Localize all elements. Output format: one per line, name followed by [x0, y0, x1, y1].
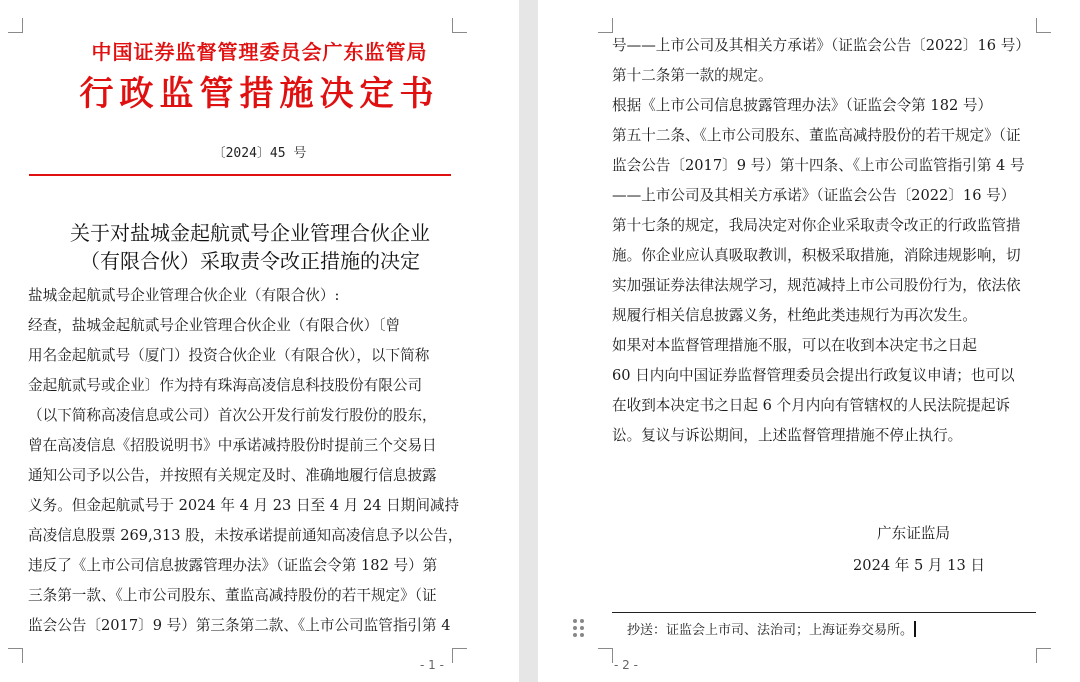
body-text-line: 曾在高凌信息《招股说明书》中承诺减持股份时提前三个交易日: [28, 437, 437, 454]
page-corner-mark: [8, 18, 23, 33]
drag-handle-icon[interactable]: [573, 619, 585, 637]
body-text-line: 实加强证券法律法规学习，规范减持上市公司股份行为，依法依: [612, 277, 1021, 294]
document-type-heading: 行政监管措施决定书: [79, 74, 440, 114]
red-divider-line: [29, 174, 451, 176]
body-text-line: 监会公告〔2017〕9 号）第三条第二款、《上市公司监管指引第 4: [28, 617, 451, 634]
body-text-line: 用名金起航贰号（厦门）投资合伙企业（有限合伙），以下简称: [28, 347, 430, 364]
signature-issuer: 广东证监局: [877, 525, 950, 542]
body-text-line: （以下简称高凌信息或公司）首次公开发行前发行股份的股东，: [28, 407, 437, 424]
page-gap: [519, 0, 538, 682]
document-page-1: [0, 0, 519, 682]
page-number: - 2 -: [614, 658, 638, 672]
body-text-line: 如果对本监督管理措施不服，可以在收到本决定书之日起: [612, 337, 977, 354]
body-text-line: 金起航贰号或企业〕作为持有珠海高凌信息科技股份有限公司: [28, 377, 423, 394]
issuing-agency: 中国证券监督管理委员会广东监管局: [91, 40, 428, 64]
body-text-line: 号——上市公司及其相关方承诺》（证监会公告〔2022〕16 号）: [612, 37, 1030, 54]
document-number: 〔2024〕45 号: [212, 146, 307, 161]
body-text-line: 第五十二条、《上市公司股东、董监高减持股份的若干规定》（证: [612, 127, 1021, 144]
decision-title-line-2: （有限合伙）采取责令改正措施的决定: [80, 249, 420, 273]
body-text-line: 施。你企业应认真吸取教训，积极采取措施，消除违规影响，切: [612, 247, 1021, 264]
page-corner-mark: [598, 648, 613, 663]
page-corner-mark: [452, 648, 467, 663]
cc-divider-line: [612, 612, 1036, 613]
page-number: - 1 -: [420, 658, 444, 672]
page-corner-mark: [452, 18, 467, 33]
body-text-line: 违反了《上市公司信息披露管理办法》（证监会令第 182 号）第: [28, 557, 438, 574]
decision-title-line-1: 关于对盐城金起航贰号企业管理合伙企业: [70, 221, 430, 245]
cc-recipients-line[interactable]: [627, 621, 916, 640]
text-cursor: [914, 621, 916, 637]
signature-date: 2024 年 5 月 13 日: [853, 557, 985, 574]
body-text-line: ——上市公司及其相关方承诺》（证监会公告〔2022〕16 号）: [612, 187, 1016, 204]
body-text-line: 监会公告〔2017〕9 号）第十四条、《上市公司监管指引第 4 号: [612, 157, 1025, 174]
page-corner-mark: [8, 648, 23, 663]
body-text-line: 高凌信息股票 269,313 股，未按承诺提前通知高凌信息予以公告，: [28, 527, 463, 544]
cc-recipients-text: 抄送：证监会上市司、法治司；上海证券交易所。: [627, 623, 914, 638]
body-text-line: 在收到本决定书之日起 6 个月内向有管辖权的人民法院提起诉: [612, 397, 1011, 414]
body-text-line: 根据《上市公司信息披露管理办法》（证监会令第 182 号）: [612, 97, 993, 114]
body-text-line: 60 日内向中国证券监督管理委员会提出行政复议申请；也可以: [612, 367, 1015, 384]
body-text-line: 通知公司予以公告，并按照有关规定及时、准确地履行信息披露: [28, 467, 437, 484]
page-corner-mark: [1036, 18, 1051, 33]
page-corner-mark: [1036, 648, 1051, 663]
body-text-line: 规履行相关信息披露义务，杜绝此类违规行为再次发生。: [612, 307, 977, 324]
body-text-line: 讼。复议与诉讼期间，上述监督管理措施不停止执行。: [612, 427, 963, 444]
body-text-line: 三条第一款、《上市公司股东、董监高减持股份的若干规定》（证: [28, 587, 437, 604]
body-text-line: 第十七条的规定，我局决定对你企业采取责令改正的行政监管措: [612, 217, 1021, 234]
body-text-line: 盐城金起航贰号企业管理合伙企业（有限合伙）:: [28, 287, 340, 304]
body-text-line: 义务。但金起航贰号于 2024 年 4 月 23 日至 4 月 24 日期间减持: [28, 497, 460, 514]
body-text-line: 经查，盐城金起航贰号企业管理合伙企业（有限合伙）〔曾: [28, 317, 401, 334]
page-corner-mark: [598, 18, 613, 33]
body-text-line: 第十二条第一款的规定。: [612, 67, 773, 84]
